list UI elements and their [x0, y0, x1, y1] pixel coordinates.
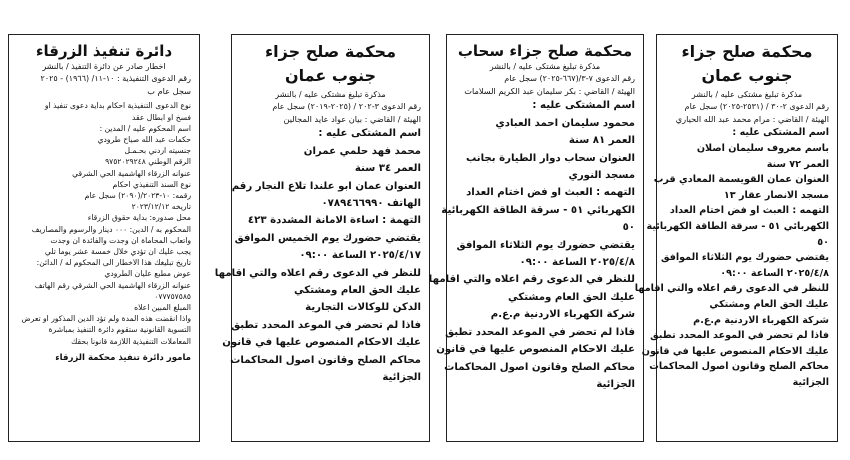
body-line: اسم المحكوم عليه / المدين :: [99, 123, 191, 133]
notice-title-location: جنوب عمان: [284, 66, 377, 85]
body-line: العمر ٧٢ سنة: [766, 158, 829, 170]
body-line: اسم المشتكى عليه :: [318, 128, 421, 140]
body-line: عليك الاحكام المنصوص عليها في قانون: [641, 345, 829, 357]
notice-title: محكمة صلح جزاء: [265, 42, 396, 61]
body-line: تاريخه ٢٠٢٣/١٢/١٢: [131, 202, 191, 212]
register-label: سجل عام ب: [147, 86, 191, 96]
case-number: رقم الدعوى ٣-٢٠٢ / (٢٠٢٥-٢٠١٩) سجل عام: [272, 102, 421, 111]
body-line: العنوان عمان القويسمة المعادي قرب: [653, 174, 829, 186]
body-line: ٢٠٢٥/٤/٨ الساعة ٠٩:٠٠: [519, 257, 635, 269]
body-line: باسم معروف سليمان اصلان: [696, 143, 829, 154]
notice-body: [17, 100, 191, 346]
body-line: ٢٠٢٥/٤/١٧ الساعة ٠٩:٠٠: [299, 250, 421, 262]
notice-subtitle: مذكرة تبليغ مشتكى عليه / بالنشر: [275, 90, 386, 99]
judge-line: الهيئة / القاضي : مرام محمد عبد الله الحياري: [675, 114, 829, 124]
body-line: المعاملات التنفيذية اللازمة قانونا بحقك: [71, 336, 191, 346]
notice-title: محكمة صلح جزاء: [681, 42, 813, 61]
notice-body: [634, 125, 829, 390]
body-line: عنوانه الزرقاء الهاشمية الحي الشرقي: [72, 168, 191, 178]
case-number: رقم الدعوى ٢-٣٠ / (٢٥٣١-٢٠٢٥) سجل عام: [684, 102, 829, 111]
body-line: محل صدوره: بداية حقوق الزرقاء: [87, 213, 191, 223]
body-line: العنوان سحاب دوار الطيارة بجانب: [465, 152, 635, 164]
case-number: رقم الدعوى ٧-٣/(٦٦٧-٢٠٢٥) سجل عام: [504, 74, 635, 83]
body-line: واذا انقضت هذه المدة ولم تؤد الدين المذكور او تعرض: [21, 314, 191, 324]
signature-line: مامور دائرة تنفيذ محكمة الزرقاء: [55, 352, 191, 363]
notice-subtitle: مذكرة تبليغ مشتكى عليه / بالنشر: [489, 62, 601, 71]
body-line: اسم المشتكى عليه :: [732, 127, 829, 139]
body-line: محاكم الصلح وقانون اصول المحاكمات: [444, 361, 635, 373]
body-line: فسخ او ابطال عقد: [132, 112, 191, 122]
body-line: يقتضي حضورك يوم الثلاثاء الموافق: [660, 252, 829, 264]
notice-title: دائرة تنفيذ الزرقاء: [35, 42, 173, 60]
judge-line: الهيئة / القاضي : بكر سليمان عبد الكريم السلامات: [464, 86, 635, 96]
body-line: مسجد الانصار عقار ١٣: [723, 189, 829, 201]
body-line: للنظر في الدعوى رقم اعلاه والتي اقامها: [214, 267, 421, 279]
body-line: عليك الاحكام المنصوص عليها في قانون: [222, 337, 421, 349]
notice-south-amman-court-2: [634, 34, 838, 442]
body-line: واتعاب المحاماة ان وجدت والفائدة ان وجدت: [50, 235, 191, 245]
body-line: ٥٠: [817, 236, 829, 248]
body-line: نوع الدعوى التنفيذية احكام بداية دعوى تنفيذ او: [44, 101, 191, 111]
body-line: الدكن للوكالات التجارية: [305, 302, 421, 314]
body-line: ٢٠٢٥/٤/٨ الساعة ٠٩:٠٠: [720, 267, 829, 279]
body-line: التسوية القانونية ستقوم دائرة التنفيذ بمباشرة: [48, 325, 191, 335]
body-line: عليك الحق العام ومشتكي: [507, 291, 635, 303]
body-line: للنظر في الدعوى رقم اعلاه والتي اقامها: [634, 283, 829, 295]
body-line: محمد فهد حلمي عمران: [303, 145, 421, 157]
body-line: الجزائية: [792, 376, 829, 388]
body-line: العنوان عمان ابو علندا تلاع النجار رقم: [231, 180, 421, 192]
body-line: التهمة : اساءة الامانة المشددة ٤٢٣: [247, 215, 421, 227]
body-line: شركة الكهرباء الاردنية م.ع.م: [693, 314, 829, 326]
notice-sahab-court: [428, 34, 644, 442]
body-line: مسجد النوري: [568, 170, 635, 182]
body-line: حكمات عبد الله صياح طرودي: [97, 135, 191, 145]
body-line: الهاتف ٠٧٨٩٤٦٦٩٩٠: [321, 198, 421, 210]
body-line: للنظر في الدعوى رقم اعلاه والتي اقامها: [428, 274, 635, 286]
case-number: رقم الدعوى التنفيذية : ١٠-١١/ (١٩٦٦) - ٢٠٢٥: [40, 74, 191, 83]
notice-title: محكمة صلح جزاء سحاب: [457, 42, 633, 60]
body-line: محاكم الصلح وقانون اصول المحاكمات: [230, 354, 421, 366]
body-line: فاذا لم تحضر في الموعد المحدد تطبق: [650, 330, 829, 342]
body-line: عوض مطبع عليان الطرودي: [104, 269, 191, 279]
body-line: ٥٠: [622, 222, 635, 234]
body-line: العمر ٨١ سنة: [568, 135, 635, 147]
body-line: عنوانه الزرقاء الهاشمية الحي الشرقي رقم الهاتف: [34, 280, 191, 290]
body-line: الجزائية: [596, 378, 635, 390]
body-line: عليك الاحكام المنصوص عليها في قانون: [436, 344, 635, 356]
notice-body: [428, 97, 635, 393]
body-line: الكهربائي ٥١ - سرقة الطاقة الكهربائية: [646, 220, 829, 232]
body-line: شركة الكهرباء الاردنية م.ع.م: [490, 309, 635, 321]
body-line: يقتضي حضورك يوم الخميس الموافق: [234, 232, 421, 244]
body-line: يجب عليك ان تؤدي خلال خمسة عشر يوما تلي: [44, 247, 191, 257]
notice-title-location: جنوب عمان: [701, 66, 793, 85]
body-line: الجزائية: [382, 372, 421, 384]
body-line: الرقم الوطني ٩٧٥٢٠٢٩٢٤٨: [105, 157, 191, 167]
body-line: التهمه : العبث او فض اختام العداد: [466, 187, 635, 199]
judge-line: الهيئة / القاضي : بيان عواد عايد المجالين: [283, 114, 421, 124]
body-line: ٠٧٧٧٥٧٥٨٥: [154, 291, 191, 301]
body-line: جنسيته اردني بحـمـل: [124, 146, 191, 156]
body-line: التهمه : العبث او فض اختام العداد: [669, 205, 829, 217]
body-line: فاذا لم تحضر في الموعد المحدد تطبق: [445, 326, 635, 338]
body-line: فاذا لم تحضر في الموعد المحدد تطبق: [231, 319, 421, 331]
body-line: تاريخ تبليغك هذا الاخطار الى المحكوم له / الدائن:: [36, 258, 191, 268]
notice-subtitle: مذكرة تبليغ مشتكى عليه / بالنشر: [691, 90, 803, 99]
body-line: المبلغ المبين اعلاه: [134, 303, 191, 313]
notice-zarqa-execution: [8, 34, 200, 442]
body-line: عليك الحق العام ومشتكي: [709, 298, 829, 310]
body-line: رقمه: ١٠-٢٠٢٣/(٢٠٩٠) سجل عام: [84, 191, 191, 201]
notice-south-amman-court-1: [214, 34, 430, 442]
body-line: محاكم الصلح وقانون اصول المحاكمات: [649, 361, 829, 373]
body-line: الكهربائي ٥١ - سرقة الطاقة الكهربائية: [441, 204, 635, 216]
body-line: نوع السند التنفيذي احكام: [112, 179, 191, 189]
notice-body: [214, 125, 421, 386]
body-line: محمود سليمان احمد العبادي: [495, 117, 635, 129]
body-line: يقتضي حضورك يوم الثلاثاء الموافق: [456, 239, 635, 251]
body-line: عليك الحق العام ومشتكي: [293, 285, 421, 297]
notice-subtitle: اخطار صادر عن دائرة التنفيذ / بالنشر: [42, 62, 166, 71]
body-line: العمر ٣٤ سنة: [354, 163, 421, 175]
body-line: اسم المشتكى عليه :: [532, 100, 635, 112]
body-line: المحكوم به / الدين: ٠٠٠ دينار والرسوم والمصاريف: [31, 224, 191, 234]
